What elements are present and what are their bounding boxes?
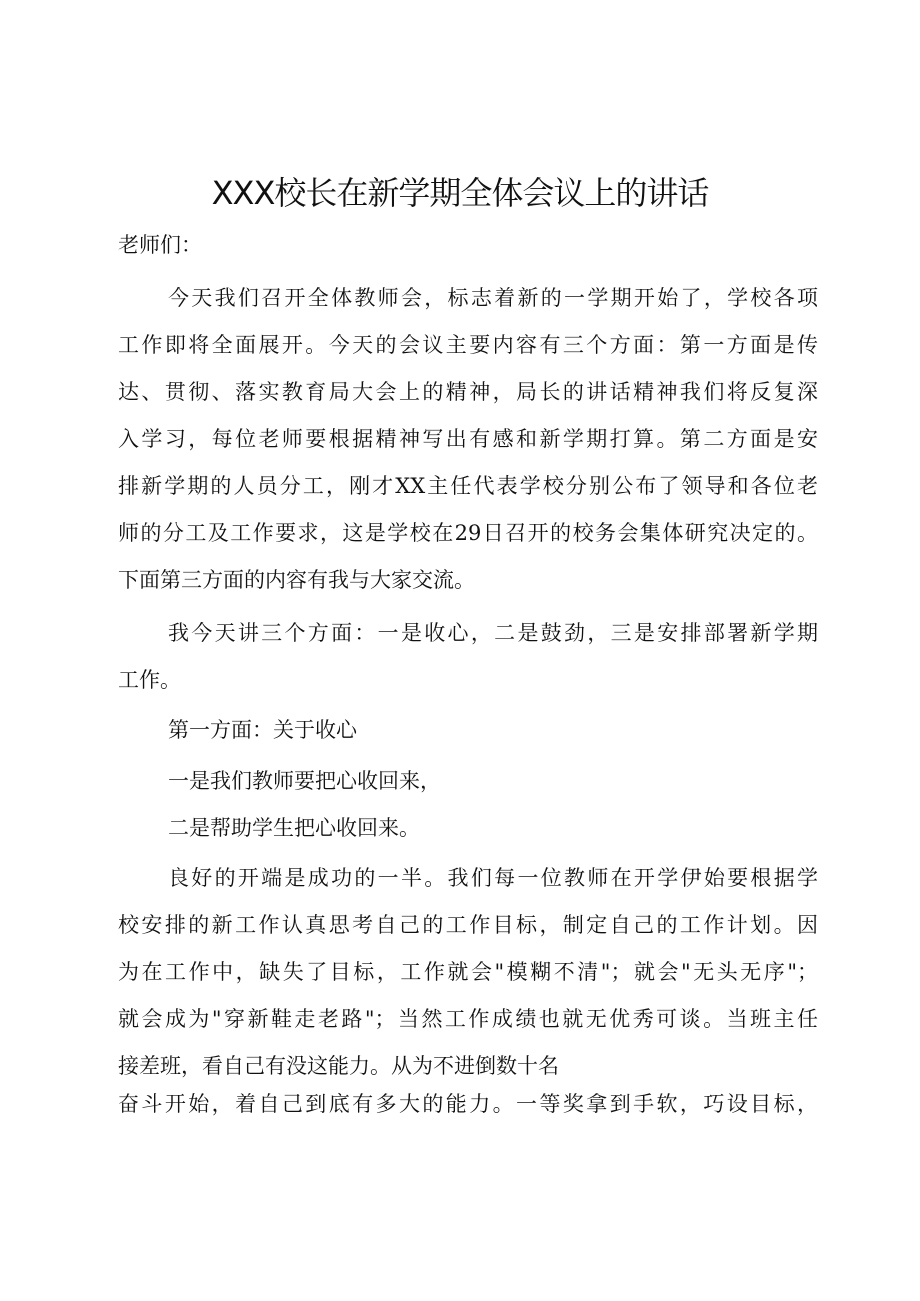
paragraph-line: 下面第三方面的内容有我与大家交流。 <box>118 568 475 592</box>
section-heading: 第一方面：关于收心 <box>168 718 357 742</box>
paragraph-line: 今天我们召开全体教师会，标志着新的一学期开始了，学校各项 <box>168 286 818 310</box>
paragraph-line: 为在工作中，缺失了目标，工作就会"模糊不清"；就会"无头无序"； <box>118 960 818 984</box>
document-title: XXX校长在新学期全体会议上的讲话 <box>211 174 709 212</box>
paragraph-line: 奋斗开始，着自己到底有多大的能力。一等奖拿到手软，巧设目标， <box>118 1092 818 1116</box>
paragraph-line: 工作。 <box>118 668 181 692</box>
paragraph-line: 良好的开端是成功的一半。我们每一位教师在开学伊始要根据学 <box>168 866 818 890</box>
paragraph-line: 我今天讲三个方面：一是收心，二是鼓劲，三是安排部署新学期 <box>168 621 818 645</box>
paragraph-line: 就会成为"穿新鞋走老路"；当然工作成绩也就无优秀可谈。当班主任 <box>118 1007 818 1031</box>
paragraph-line: 师的分工及工作要求，这是学校在29日召开的校务会集体研究决定的。 <box>118 521 818 545</box>
paragraph-line: 一是我们教师要把心收回来， <box>168 769 441 793</box>
paragraph-line: 达、贯彻、落实教育局大会上的精神，局长的讲话精神我们将反复深 <box>118 380 818 404</box>
salutation: 老师们： <box>118 233 202 257</box>
paragraph-line: 二是帮助学生把心收回来。 <box>168 816 420 840</box>
paragraph-line: 入学习，每位老师要根据精神写出有感和新学期打算。第二方面是安 <box>118 427 818 451</box>
paragraph-line: 校安排的新工作认真思考自己的工作目标，制定自己的工作计划。因 <box>118 913 818 937</box>
paragraph-line: 工作即将全面展开。今天的会议主要内容有三个方面：第一方面是传 <box>118 333 818 357</box>
paragraph-line: 接差班，看自己有没这能力。从为不进倒数十名 <box>118 1054 559 1078</box>
paragraph-line: 排新学期的人员分工，刚才XX主任代表学校分别公布了领导和各位老 <box>118 474 818 498</box>
